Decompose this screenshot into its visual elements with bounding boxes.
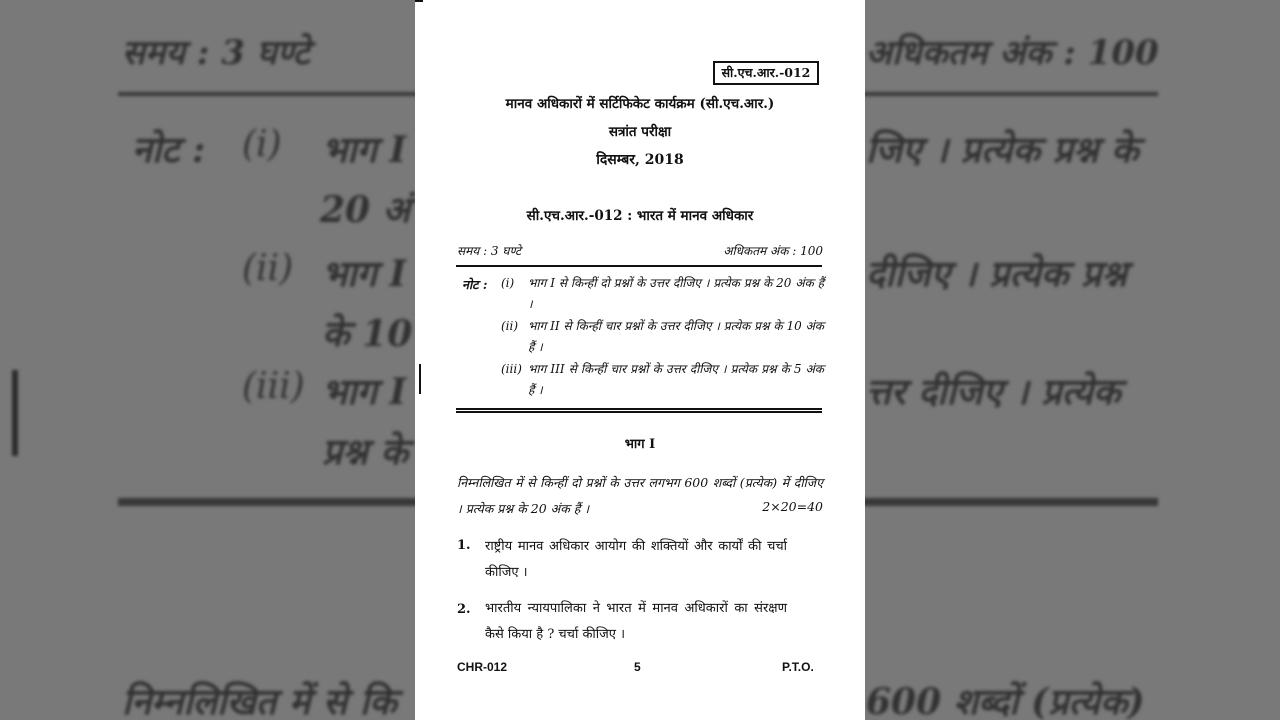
scan-mark <box>419 364 421 394</box>
footer-page-number: 5 <box>634 660 641 674</box>
rule-top <box>456 265 822 267</box>
part-instruction: निम्नलिखित में से किन्हीं दो प्रश्नों के उत्तर लगभग 600 शब्दों (प्रत्येक) में दीजिए । प्रत्येक प्रश्न के 20 अंक हैं । <box>457 475 823 516</box>
exam-title: सत्रांत परीक्षा <box>608 124 672 140</box>
bg-note-tail-2: दीजिए । प्रत्येक प्रश्न <box>866 253 1128 295</box>
footer-pto: P.T.O. <box>782 660 814 674</box>
rule-double-1 <box>456 408 822 410</box>
bg-note-text-1: भाग I <box>322 129 407 171</box>
rule-double-2 <box>456 411 822 413</box>
question-number-1: 1. <box>457 538 471 553</box>
bg-note-num-3: (iii) <box>242 366 305 407</box>
bg-note-text-2: भाग I <box>322 253 407 295</box>
note-num-3: (iii) <box>501 362 522 376</box>
bg-note-cont-3: प्रश्न के <box>322 431 409 473</box>
bg-note-num-1: (i) <box>242 124 282 165</box>
note-text-1: भाग I से किन्हीं दो प्रश्नों के उत्तर दीजिए । प्रत्येक प्रश्न के 20 अंक हैं । <box>528 276 824 311</box>
bg-time: समय : 3 घण्टे <box>122 33 310 73</box>
bg-note-tail-1: जिए । प्रत्येक प्रश्न के <box>866 129 1139 171</box>
part-marks: 2×20=40 <box>762 499 823 514</box>
programme-title: मानव अधिकारों में सर्टिफिकेट कार्यक्रम (सी.एच.आर.) <box>505 96 775 112</box>
bg-max-marks: अधिकतम अंक : 100 <box>866 33 1159 73</box>
footer-code: CHR-012 <box>457 660 508 674</box>
time-allowed: समय : 3 घण्टे <box>457 244 522 258</box>
paper-title: सी.एच.आर.-012 : भारत में मानव अधिकार <box>526 208 754 224</box>
note-label: नोट : <box>462 277 488 292</box>
scan-corner-mark <box>415 0 423 2</box>
max-marks: अधिकतम अंक : 100 <box>723 244 823 258</box>
course-code-box: सी.एच.आर.-012 <box>713 61 819 85</box>
bg-note-label: नोट : <box>132 129 206 171</box>
bg-bottom-right: 600 शब्दों (प्रत्येक) <box>866 681 1145 720</box>
bg-note-num-2: (ii) <box>242 248 294 289</box>
part-title: भाग I <box>624 437 656 452</box>
question-text-1: राष्ट्रीय मानव अधिकार आयोग की शक्तियों और कार्यों की चर्चा कीजिए । <box>485 539 787 580</box>
bg-note-tail-3: त्तर दीजिए । प्रत्येक <box>866 371 1121 413</box>
exam-session: दिसम्बर, 2018 <box>596 152 684 168</box>
question-text-2: भारतीय न्यायपालिका ने भारत में मानव अधिकारों का संरक्षण कैसे किया है ? चर्चा कीजिए । <box>485 601 787 642</box>
note-num-2: (ii) <box>501 319 519 333</box>
question-number-2: 2. <box>457 602 471 617</box>
bg-bottom-left: निम्नलिखित में से कि <box>122 681 397 720</box>
exam-page <box>415 0 865 720</box>
note-text-2: भाग II से किन्हीं चार प्रश्नों के उत्तर दीजिए । प्रत्येक प्रश्न के 10 अंक हैं । <box>528 319 824 354</box>
bg-note-cont-1: 20 अं <box>320 189 411 231</box>
bg-note-cont-2: के 10 <box>322 313 413 355</box>
note-num-1: (i) <box>501 276 515 290</box>
bg-note-text-3: भाग I <box>322 371 407 413</box>
note-text-3: भाग III से किन्हीं चार प्रश्नों के उत्तर दीजिए । प्रत्येक प्रश्न के 5 अंक हैं । <box>528 362 824 397</box>
